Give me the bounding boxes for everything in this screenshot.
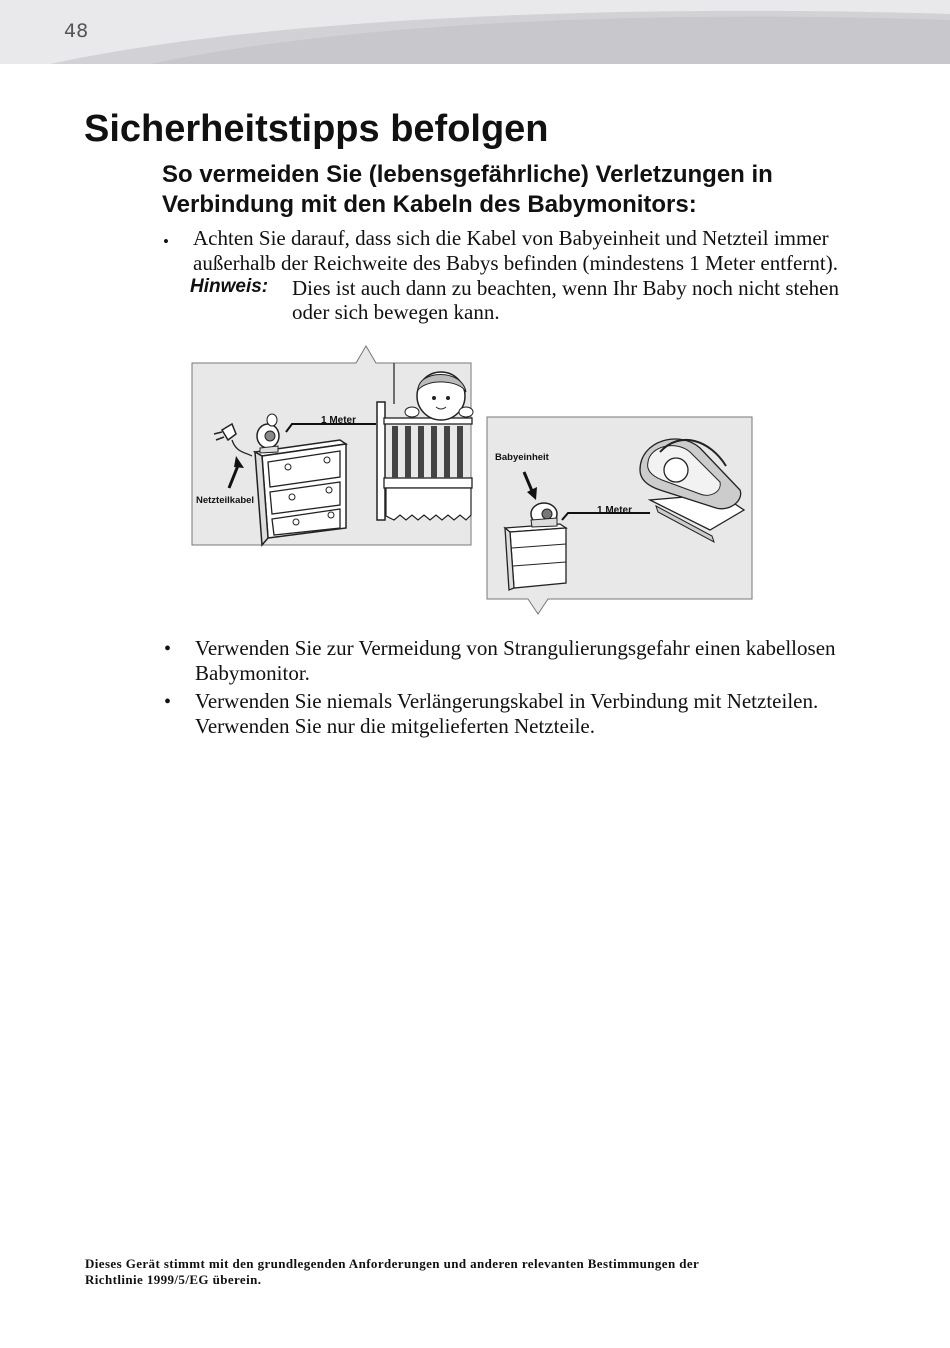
power-cable-label: Netzteilkabel (196, 495, 255, 506)
tip-list (0, 636, 857, 746)
tip-line-1: Verwenden Sie niemals Verlängerungskabel in Verbindung mit Netzteilen. (195, 689, 819, 713)
header-band (0, 0, 950, 64)
subtitle-line-2: Verbindung mit den Kabeln des Babymonitors: (162, 191, 697, 218)
note-label: Hinweis: (190, 276, 269, 297)
tip1-line-1: Achten Sie darauf, dass sich die Kabel von Babyeinheit und Netzteil immer (193, 226, 829, 250)
tip-block-1 (0, 226, 857, 326)
baby-unit-label: Babyeinheit (495, 452, 549, 463)
tip-line-2: Verwenden Sie nur die mitgelieferten Netzteile. (195, 714, 596, 738)
dresser-drawing (255, 440, 346, 545)
tip-line-1: Verwenden Sie zur Vermeidung von Strangulierungsgefahr einen kabellosen (195, 636, 836, 660)
subtitle-line-1: So vermeiden Sie (lebensgefährliche) Verletzungen in (162, 161, 773, 188)
nursery-wired-panel (192, 346, 473, 545)
footer-line-1: Dieses Gerät stimmt mit den grundlegenden Anforderungen und anderen relevanten Bestimmungen der (85, 1256, 700, 1271)
header-swoosh (0, 0, 950, 64)
page-number: 48 (64, 20, 89, 42)
right-distance-label: 1 Meter (597, 505, 633, 516)
tip1-line-2: außerhalb der Reichweite des Babys befinden (mindestens 1 Meter entfernt). (193, 251, 838, 275)
tip-line-2: Babymonitor. (195, 661, 310, 685)
bullet-icon: • (164, 638, 172, 660)
bullet-icon: • (163, 232, 169, 251)
page-title: Sicherheitstipps befolgen (84, 108, 549, 150)
safety-illustration (180, 340, 770, 625)
section-subtitle (162, 160, 882, 220)
note-line-2: oder sich bewegen kann. (292, 300, 500, 324)
note-line-1: Dies ist auch dann zu beachten, wenn Ihr Baby noch nicht stehen (292, 276, 839, 300)
footer-line-2: Richtlinie 1999/5/EG überein. (85, 1272, 262, 1287)
bullet-icon: • (164, 691, 172, 713)
left-distance-label: 1 Meter (321, 415, 357, 426)
compliance-footer (85, 1256, 805, 1288)
